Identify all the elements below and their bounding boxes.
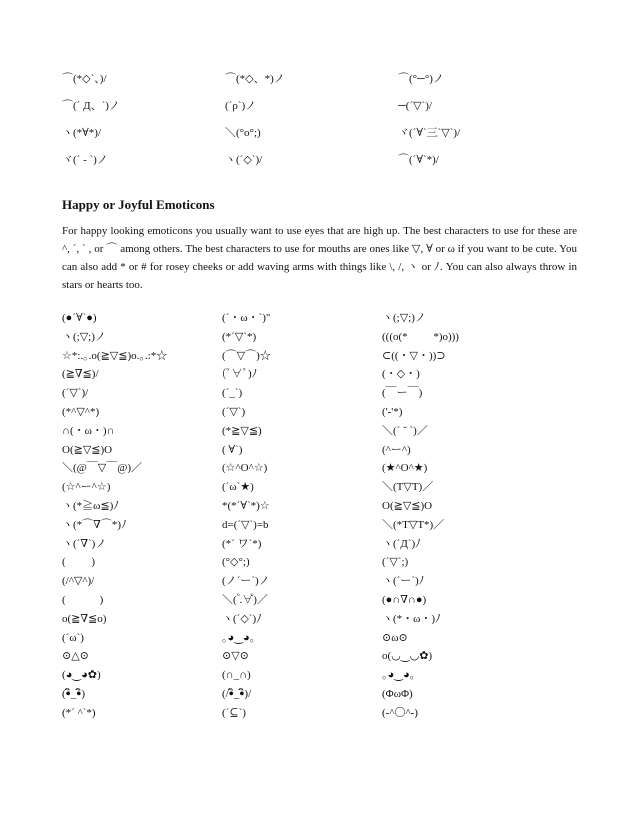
emoticon: o(◡‿◡✿) (382, 650, 433, 663)
emoticon: ( ∀`) (222, 443, 243, 456)
emoticon: (●´∀`●) (62, 312, 97, 324)
emoticon: ヾ(´∀`三`▽`)/ (398, 127, 461, 139)
emoticon: (/^▽^)/ (62, 575, 95, 588)
emoticon: ヽ(;▽;)ノ (62, 330, 106, 343)
emoticon: (￣ー￣) (382, 387, 423, 400)
emoticon: (^ー^) (382, 443, 411, 456)
emoticon: (⌒▽⌒)☆ (222, 349, 271, 362)
emoticon: O(≧▽≦)O (382, 499, 433, 512)
emoticon: ｡◕‿◕｡ (222, 631, 256, 644)
emoticon: ( ゚ ▽゚ ) (62, 593, 104, 606)
emoticon: ヽ(´∇`)ノ (62, 537, 107, 550)
emoticon: ＼(@￣▽￣@)／ (62, 462, 143, 475)
emoticon: (•ิ_•ิ) (62, 687, 86, 700)
emoticon: ヽ(*∀*)/ (62, 127, 102, 139)
emoticon: (☆^ー^☆) (62, 481, 111, 494)
emoticon: ─(´▽`)/ (398, 100, 432, 112)
emoticon: ⊂((・▽・))⊃ (382, 349, 446, 362)
emoticon: (*^▽^*) (62, 405, 100, 418)
section-intro: For happy looking emoticons you usually want to use eyes that are high up. The best characters to use for these are ^, ´, ` , or ⌒ among others. The best characters to use for mouths are ones like ▽, ∀ or ω if you want to be cute. You can also add * or # for rosey cheeks or add waving arms with things like \, /, ヽ or ﾉ. You can also always throw in stars or hearts too. (62, 225, 577, 291)
emoticon: ＼(*T▽T*)／ (382, 518, 445, 531)
emoticon: ヽ(´Д`)ﾉ (382, 537, 421, 550)
emoticon: ⌒(*◇`、)/ (62, 73, 107, 85)
emoticon: ∩(・ω・)∩ (62, 424, 115, 437)
emoticon: ('-'*) (382, 405, 403, 418)
section-heading: Happy or Joyful Emoticons (62, 197, 215, 212)
emoticon: o(≧∇≦o) (62, 612, 107, 625)
emoticon: ＼(´ ˘ `)／ (382, 424, 428, 437)
emoticon: (´⊆`) (222, 706, 246, 719)
emoticon-grid-top (62, 66, 622, 174)
emoticon: ⊙△⊙ (62, 650, 89, 663)
emoticon: (/•ิ_•ิ)/ (222, 687, 252, 700)
emoticon: ヽ(;▽;)ノ (382, 312, 426, 324)
emoticon: (ノ´ー`)ノ (222, 575, 270, 588)
emoticon: (´ω`★) (222, 481, 254, 494)
emoticon: (ﾟ∀ﾟ) (62, 556, 95, 569)
emoticon: ⌒(°─°)ノ (398, 73, 444, 85)
emoticon: (*´ ワ`*) (222, 537, 262, 550)
emoticon-grid-happy (62, 309, 622, 723)
emoticon: (°◇°;) (222, 556, 250, 569)
emoticon: (★^O^★) (382, 462, 428, 475)
emoticon: ＼(T▽T)／ (382, 481, 434, 494)
emoticon: (´・ω・`)" (222, 312, 271, 324)
emoticon: *(*´∀`*)☆ (222, 499, 270, 512)
emoticon: (-^〇^-) (382, 706, 418, 719)
emoticon: (*≧▽≦) (222, 424, 262, 437)
emoticon: ＼(°o°;) (225, 127, 261, 139)
emoticon: (☆^O^☆) (222, 462, 268, 475)
emoticon: ｡◕‿◕｡ (382, 669, 416, 682)
emoticon: ヽ(*・ω・)ﾉ (382, 612, 441, 625)
emoticon: (●∩∇∩●) (382, 593, 427, 606)
emoticon: ☆*:.｡.o(≧▽≦)o.｡.:*☆ (62, 349, 168, 362)
emoticon: (ﾟ∀ﾟ)ﾉ (222, 368, 258, 381)
emoticon: (´▽`)/ (62, 387, 89, 400)
emoticon: (◕‿◕✿) (62, 669, 101, 682)
emoticon: ヽ(´◇`)/ (225, 154, 263, 166)
emoticon: ⊙ω⊙ (382, 631, 408, 644)
emoticon: (((o(*゚▽゚*)o))) (382, 330, 459, 343)
emoticon: (ΦωΦ) (382, 687, 413, 700)
emoticon: (・◇・) (382, 368, 420, 381)
emoticon: ヽ(*≧ω≦)ﾉ (62, 499, 119, 512)
emoticon: (*´▽`*) (222, 330, 257, 343)
emoticon: (´▽`) (222, 405, 246, 418)
emoticon: ⌒(´ Д、`)ノ (62, 100, 120, 112)
emoticon: (*´ ^`*) (62, 706, 96, 719)
emoticon: (´ω`) (62, 631, 84, 644)
emoticon: ヽ(*⌒∇⌒*)ﾉ (62, 518, 127, 531)
emoticon: O(≧▽≦)O (62, 443, 113, 456)
emoticon: ヽ(´ー`)ﾉ (382, 575, 425, 588)
emoticon: ⌒(´∀`*)/ (398, 154, 439, 166)
emoticon: (´▽`;) (382, 556, 409, 569)
emoticon: (≧∇≦)/ (62, 368, 99, 381)
emoticon: d=(´▽`)=b (222, 518, 269, 531)
emoticon: (´_`) (222, 387, 243, 400)
emoticon: (∩_∩) (222, 669, 251, 682)
emoticon: ⊙▽⊙ (222, 650, 249, 663)
emoticon: ヾ(´ - `)ノ (62, 154, 108, 166)
emoticon: (´ρ`)ノ (225, 100, 257, 112)
emoticon: ヽ(´◇`)ﾉ (222, 612, 262, 625)
emoticon: ＼( ゚.∀゚)／ (222, 593, 268, 606)
emoticon: ⌒(*◇、*)ノ (225, 73, 285, 85)
